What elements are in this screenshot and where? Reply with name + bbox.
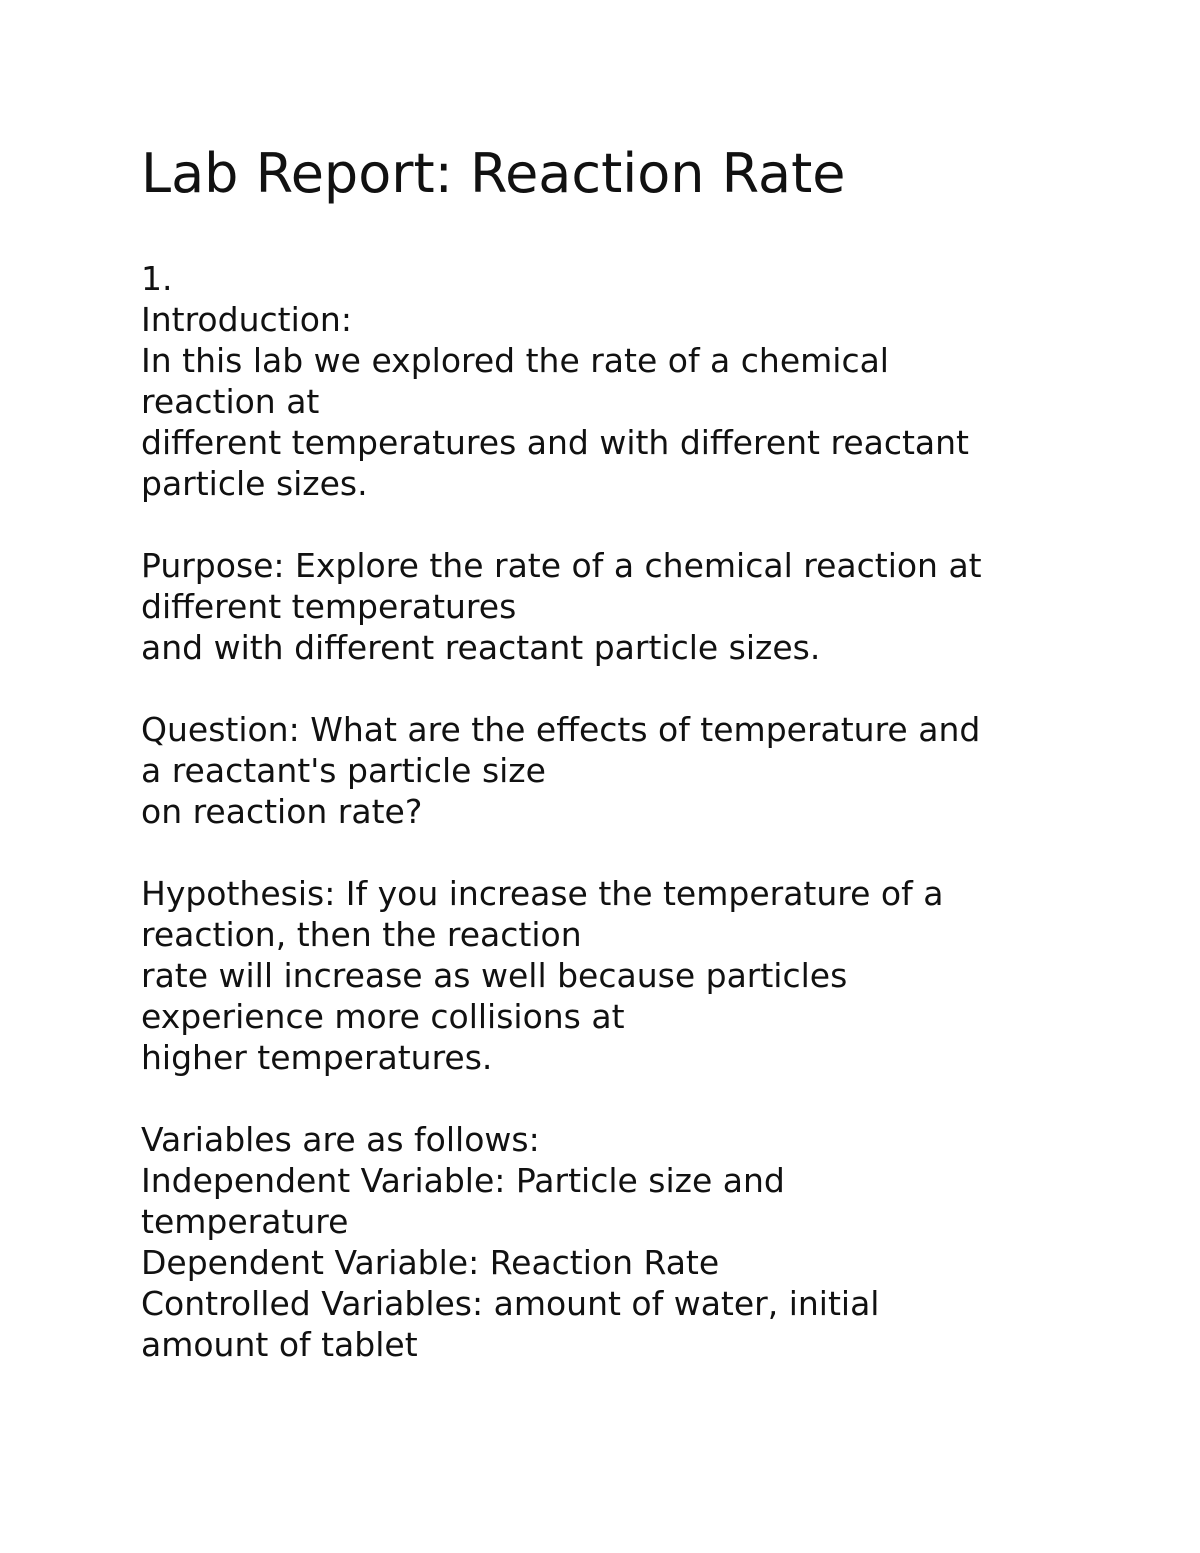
variables-line: Independent Variable: Particle size and (141, 1161, 785, 1200)
hypothesis-line: rate will increase as well because particles (141, 956, 848, 995)
question-line: Question: What are the effects of temperature and (141, 710, 981, 749)
introduction-heading: Introduction: (141, 300, 352, 339)
introduction-line: reaction at (141, 382, 320, 421)
hypothesis-line: higher temperatures. (141, 1038, 493, 1077)
paragraph-spacer (141, 1078, 1081, 1119)
variables-line: Controlled Variables: amount of water, initial (141, 1284, 880, 1323)
purpose-line: Purpose: Explore the rate of a chemical reaction at (141, 546, 982, 585)
introduction-line: particle sizes. (141, 464, 368, 503)
hypothesis-line: experience more collisions at (141, 997, 625, 1036)
variables-line: amount of tablet (141, 1325, 418, 1364)
question-line: a reactant's particle size (141, 751, 546, 790)
variables-line: temperature (141, 1202, 349, 1241)
paragraph-spacer (141, 832, 1081, 873)
question-line: on reaction rate? (141, 792, 423, 831)
document-page (141, 142, 1081, 1365)
purpose-line: different temperatures (141, 587, 517, 626)
introduction-line: different temperatures and with different reactant (141, 423, 969, 462)
paragraph-spacer (141, 668, 1081, 709)
introduction-line: In this lab we explored the rate of a chemical (141, 341, 889, 380)
hypothesis-line: reaction, then the reaction (141, 915, 582, 954)
variables-line: Dependent Variable: Reaction Rate (141, 1243, 720, 1282)
variables-line: Variables are as follows: (141, 1120, 540, 1159)
section-number: 1. (141, 259, 173, 298)
document-title: Lab Report: Reaction Rate (141, 142, 846, 205)
paragraph-spacer (141, 504, 1081, 545)
hypothesis-line: Hypothesis: If you increase the temperature of a (141, 874, 944, 913)
purpose-line: and with different reactant particle sizes. (141, 628, 821, 667)
